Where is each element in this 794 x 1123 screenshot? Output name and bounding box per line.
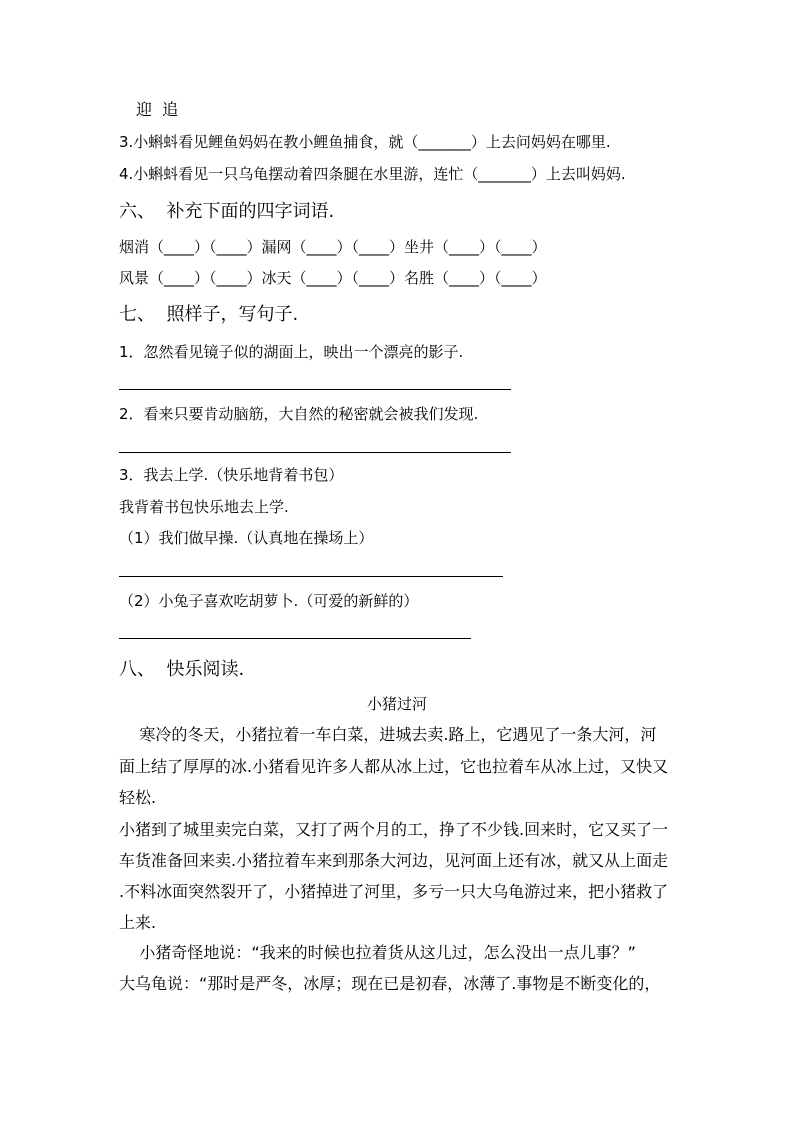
question-3: 3.小蝌蚪看见鲤鱼妈妈在教小鲤鱼捕食，就（_______）上去问妈妈在哪里. xyxy=(119,133,611,151)
story-line: 轻松. xyxy=(119,788,157,807)
story-line: 面上结了厚厚的冰.小猪看见许多人都从冰上过，它也拉着车从冰上过，又快又 xyxy=(119,757,669,776)
sentence-3-example: 我背着书包快乐地去上学. xyxy=(119,498,289,516)
idiom-row-2: 风景（____）（____）冰天（____）（____）名胜（____）（____） xyxy=(119,269,547,287)
story-line: 车货准备回来卖.小猪拉着车来到那条大河边，见河面上还有冰，就又从上面走 xyxy=(119,851,669,870)
story-title: 小猪过河 xyxy=(366,695,427,713)
story-line: 寒冷的冬天，小猪拉着一车白菜，进城去卖.路上，它遇见了一条大河，河 xyxy=(119,725,657,744)
answer-line-4[interactable] xyxy=(119,638,471,639)
sentence-2: 2．看来只要肯动脑筋，大自然的秘密就会被我们发现. xyxy=(119,405,479,423)
sentence-3-2: （2）小兔子喜欢吃胡萝卜.（可爱的新鲜的） xyxy=(119,592,419,610)
story-line: 小猪到了城里卖完白菜，又打了两个月的工，挣了不少钱.回来时，它又买了一 xyxy=(119,820,669,839)
sentence-1: 1．忽然看见镜子似的湖面上，映出一个漂亮的影子. xyxy=(119,343,464,361)
sentence-3-1: （1）我们做早操.（认真地在操场上） xyxy=(119,529,374,547)
story-line: 小猪奇怪地说：“我来的时候也拉着货从这儿过，怎么没出一点儿事？” xyxy=(119,943,636,962)
story-line: .不料冰面突然裂开了，小猪掉进了河里，多亏一只大乌龟游过来，把小猪救了 xyxy=(119,882,669,901)
section-6-title: 六、 补充下面的四字词语. xyxy=(119,201,335,222)
idiom-row-1: 烟消（____）（____）漏网（____）（____）坐井（____）（____） xyxy=(119,238,547,256)
top-words: 迎 追 xyxy=(136,100,179,119)
story-line: 上来. xyxy=(119,913,157,932)
answer-line-1[interactable] xyxy=(119,389,511,390)
story-line: 大乌龟说：“那时是严冬，冰厚；现在已是初春，冰薄了.事物是不断变化的， xyxy=(119,974,661,993)
section-7-title: 七、 照样子，写句子. xyxy=(119,304,299,325)
answer-line-2[interactable] xyxy=(119,452,511,453)
question-4: 4.小蝌蚪看见一只乌龟摆动着四条腿在水里游，连忙（_______）上去叫妈妈. xyxy=(119,165,626,183)
answer-line-3[interactable] xyxy=(119,576,503,577)
section-8-title: 八、 快乐阅读. xyxy=(119,659,245,680)
sentence-3: 3．我去上学.（快乐地背着书包） xyxy=(119,466,344,484)
